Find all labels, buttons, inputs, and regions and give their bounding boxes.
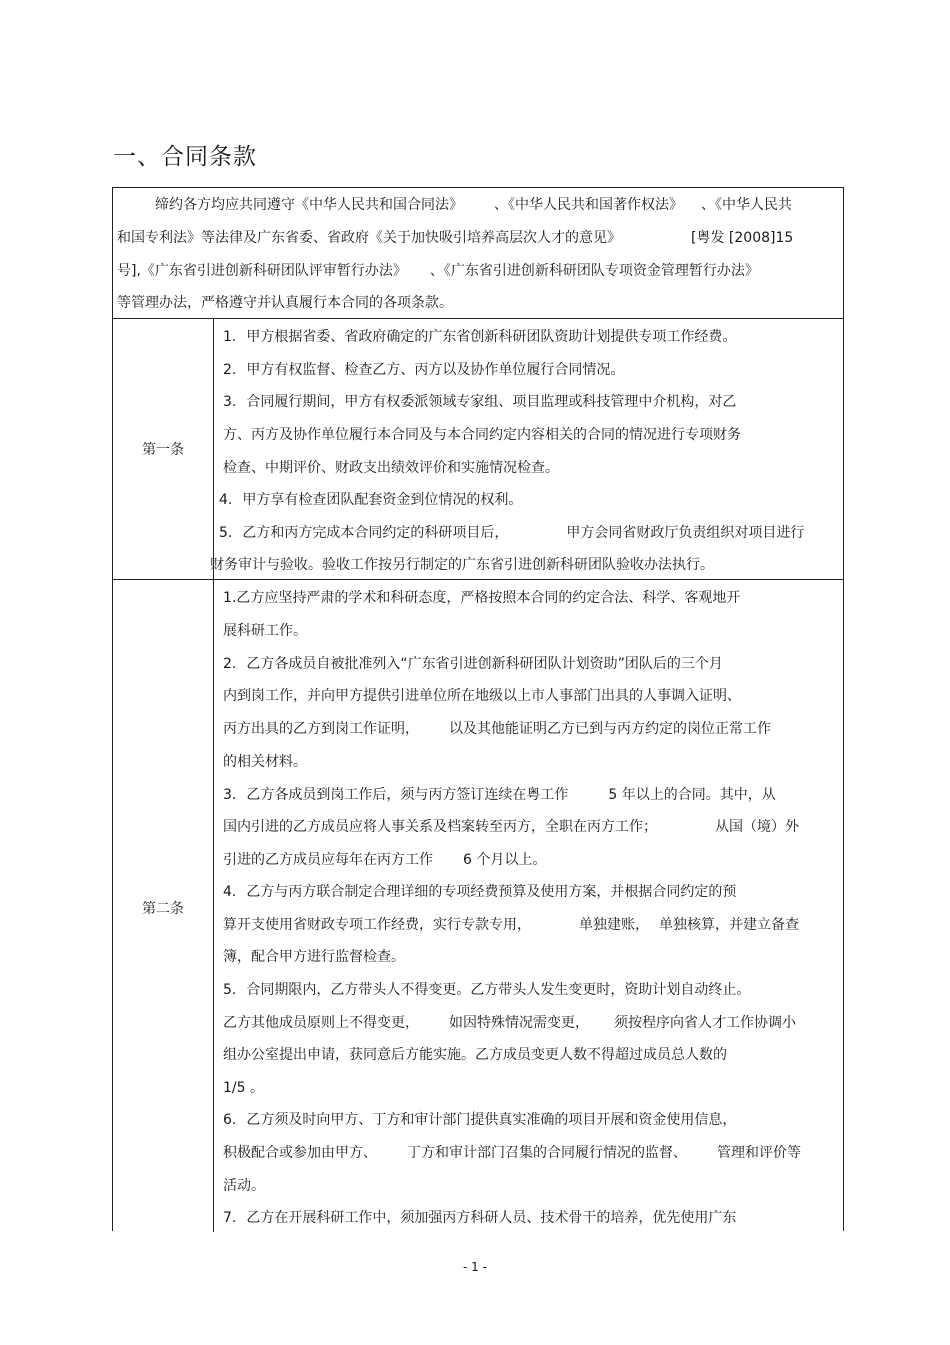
article-1-item-5: 5. 乙方和丙方完成本合同约定的科研项目后， 甲方会同省财政厅负责组织对项目进行: [219, 525, 805, 541]
article-2-item-3-line-2: 国内引进的乙方成员应将人事关系及档案转至丙方，全职在丙方工作； 从国（境）外: [223, 819, 799, 835]
article-1-item-3: 3. 合同履行期间，甲方有权委派领域专家组、项目监理或科技管理中介机构，对乙: [223, 394, 737, 410]
article-1-label: 第一条: [142, 442, 184, 458]
intro-line-1: 缔约各方均应共同遵守《中华人民共和国合同法》 、《中华人民共和国著作权法》 、《中华人民共: [155, 197, 792, 213]
article-2-item-4: 4. 乙方与丙方联合制定合理详细的专项经费预算及使用方案，并根据合同约定的预: [223, 884, 737, 900]
article-1-item-2: 2. 甲方有权监督、检查乙方、丙方以及协作单位履行合同情况。: [223, 362, 625, 378]
intro-line-3: 号],《广东省引进创新科研团队评审暂行办法》 、《广东省引进创新科研团队专项资金管理暂行办法》: [117, 263, 759, 279]
article-2-item-5-line-2: 乙方其他成员原则上不得变更， 如因特殊情况需变更， 须按程序向省人才工作协调小: [223, 1015, 796, 1031]
article-1-item-4: 4. 甲方享有检查团队配套资金到位情况的权利。: [219, 492, 523, 508]
article-2-item-2: 2. 乙方各成员自被批准列入“广东省引进创新科研团队计划资助”团队后的三个月: [223, 656, 723, 672]
intro-line-2: 和国专利法》等法律及广东省委、省政府《关于加快吸引培养高层次人才的意见》 [粤发 [2008]15: [117, 230, 794, 246]
article-2-item-1: 1.乙方应坚持严肃的学术和科研态度，严格按照本合同的约定合法、科学、客观地开: [223, 590, 741, 606]
article-1-item-3-line-2: 方、丙方及协作单位履行本合同及与本合同约定内容相关的合同的情况进行专项财务: [223, 427, 741, 443]
article-2-item-3-line-3: 引进的乙方成员应每年在丙方工作 6 个月以上。: [223, 852, 547, 868]
article-2-item-7: 7. 乙方在开展科研工作中，须加强丙方科研人员、技术骨干的培养，优先使用广东: [223, 1210, 737, 1226]
article-2-item-2-line-4: 的相关材料。: [223, 754, 307, 770]
article-2-item-5-line-3: 组办公室提出申请，获同意后方能实施。乙方成员变更人数不得超过成员总人数的: [223, 1047, 727, 1063]
article-2-label: 第二条: [142, 901, 184, 917]
section-heading: 一、合同条款: [113, 144, 257, 170]
article-2-item-2-line-2: 内到岗工作，并向甲方提供引进单位所在地级以上市人事部门出具的人事调入证明、: [223, 688, 741, 704]
article-2-item-2-line-3: 丙方出具的乙方到岗工作证明， 以及其他能证明乙方已到与丙方约定的岗位正常工作: [223, 721, 771, 737]
row-divider-2: [113, 579, 843, 580]
intro-line-4: 等管理办法，严格遵守并认真履行本合同的各项条款。: [117, 295, 453, 311]
article-2-item-5: 5. 合同期限内，乙方带头人不得变更。乙方带头人发生变更时，资助计划自动终止。: [223, 982, 751, 998]
article-1-item-3-line-3: 检查、中期评价、财政支出绩效评价和实施情况检查。: [223, 460, 559, 476]
page-number: - 1 -: [463, 1260, 487, 1274]
article-2-item-4-line-2: 算开支使用省财政专项工作经费，实行专款专用， 单独建账， 单独核算，并建立备查: [223, 917, 799, 933]
contract-terms-table: [112, 187, 844, 1231]
article-2-item-6-line-2: 积极配合或参加由甲方、 丁方和审计部门召集的合同履行情况的监督、 管理和评价等: [223, 1145, 801, 1161]
article-2-item-6: 6. 乙方须及时向甲方、丁方和审计部门提供真实准确的项目开展和资金使用信息，: [223, 1112, 737, 1128]
article-2-item-1-line-2: 展科研工作。: [223, 623, 307, 639]
article-2-item-4-line-3: 簿，配合甲方进行监督检查。: [223, 949, 405, 965]
article-2-item-6-line-3: 活动。: [223, 1178, 265, 1194]
column-divider: [213, 318, 214, 1232]
article-1-item-5-line-2: 财务审计与验收。验收工作按另行制定的广东省引进创新科研团队验收办法执行。: [210, 557, 714, 573]
article-2-item-3: 3. 乙方各成员到岗工作后，须与丙方签订连续在粤工作 5 年以上的合同。其中，从: [223, 787, 776, 803]
row-divider-1: [113, 318, 843, 319]
article-2-item-5-line-4: 1/5 。: [223, 1080, 264, 1096]
article-1-item-1: 1. 甲方根据省委、省政府确定的广东省创新科研团队资助计划提供专项工作经费。: [223, 329, 737, 345]
